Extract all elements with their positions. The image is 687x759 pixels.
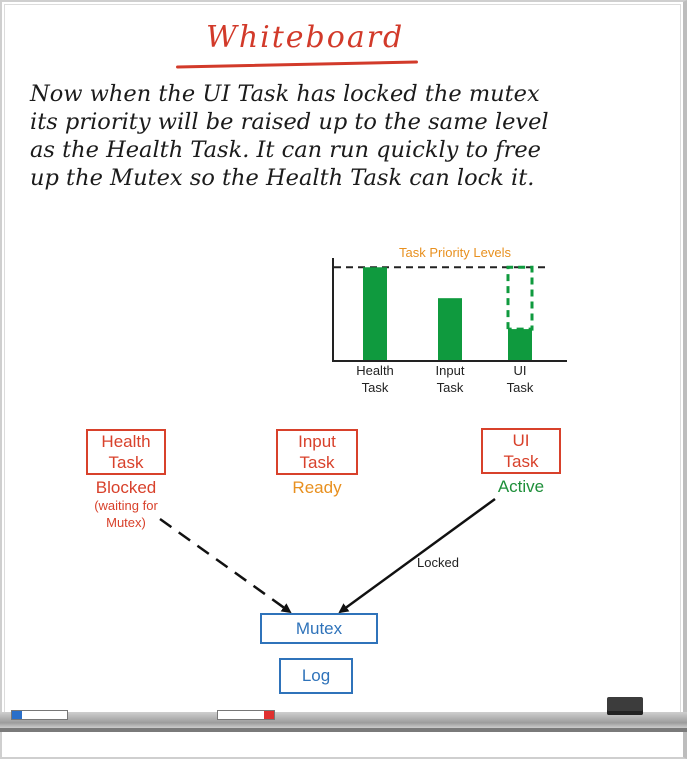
ui-task-box [481,428,561,474]
note-line: up the Mutex so the Health Task can lock it. [30,165,535,191]
x-tick-label: Task [506,380,534,395]
task-name: Task [503,452,539,471]
detail-line: (waiting for [94,498,158,513]
task-name: Task [299,453,335,472]
note-line: Now when the UI Task has locked the mutex [30,81,540,107]
locked-label: Locked [417,555,459,570]
input-task-box [276,429,358,475]
x-tick-label: UI [513,363,527,378]
task-name: Health [101,432,151,451]
red-marker[interactable] [217,710,275,720]
chart-title: Task Priority Levels [399,245,511,260]
log-box: Log [279,658,353,694]
input-task-state: Ready [292,478,342,497]
health-task-box [86,429,166,475]
blue-marker[interactable] [11,710,68,720]
x-tick-label: Input [435,363,465,378]
task-name: UI [512,431,530,450]
mutex-box: Mutex [260,613,378,644]
health-task-detail [76,497,176,531]
x-tick-label: Health [356,363,394,378]
x-tick-label: Task [436,380,464,395]
detail-line: Mutex) [106,515,146,530]
note-line: as the Health Task. It can run quickly to free [30,137,541,163]
eraser[interactable] [607,697,643,715]
x-tick-label: Task [361,380,389,395]
task-name: Task [108,453,144,472]
note-line: its priority will be raised up to the same level [30,109,549,135]
health-to-mutex-arrow [160,519,290,612]
whiteboard-title: Whiteboard [206,20,405,55]
task-name: Input [298,432,336,451]
ui-task-state: Active [497,477,545,496]
health-task-state: Blocked [95,478,157,497]
marker-tray-lip [0,728,687,732]
